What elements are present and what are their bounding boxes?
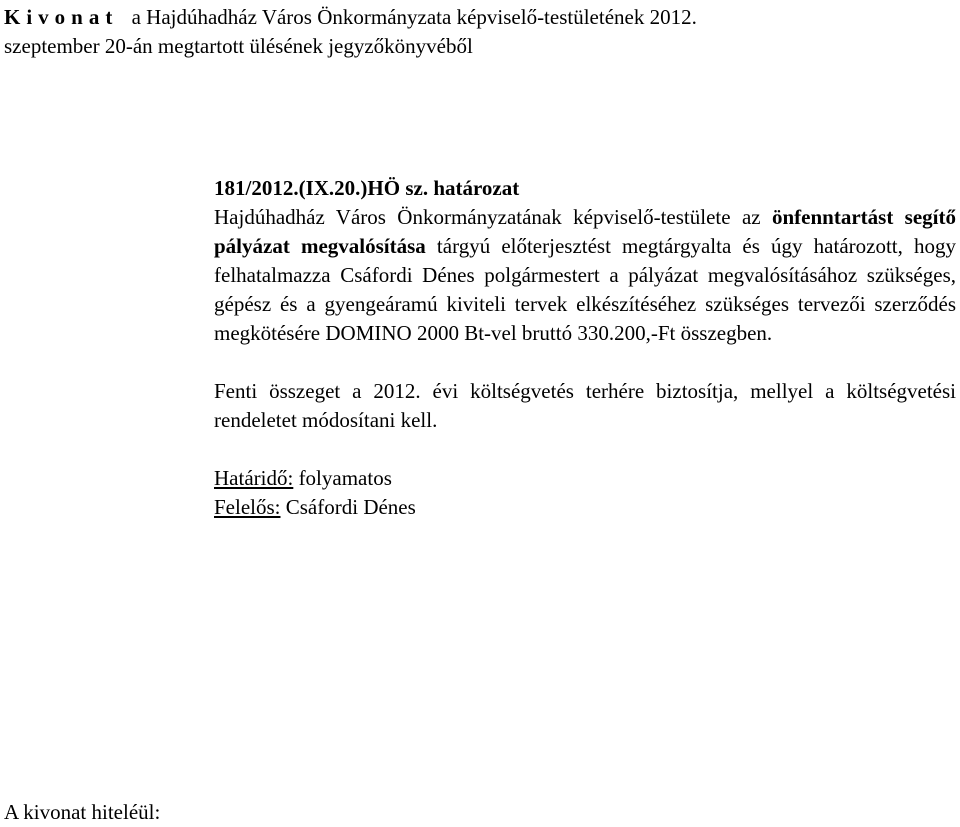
paragraph-1-subject: önfenntartást segítő pályázat megvalósítása	[214, 205, 957, 258]
deadline-value: folyamatos	[298, 466, 392, 490]
header-line-1	[4, 3, 954, 32]
resolution-meta	[214, 464, 956, 522]
resolution-paragraph-1	[214, 203, 956, 348]
responsible-label: Felelős:	[214, 495, 281, 519]
resolution-block	[214, 174, 956, 522]
header-line-2: szeptember 20-án megtartott ülésének jegyzőkönyvéből	[4, 34, 473, 58]
certification-line: A kivonat hiteléül:	[4, 800, 161, 824]
responsible-value: Csáfordi Dénes	[285, 495, 416, 519]
deadline-line	[214, 464, 956, 493]
header-text-1: a Hajdúhadház Város Önkormányzata képviselő-testületének 2012.	[131, 5, 697, 29]
paragraph-1-body: tárgyú előterjesztést megtárgyalta és úgy határozott, hogy felhatalmazza Csáfordi Dénes polgármestert a pályázat megvalósításához szükséges, gépész és a gyengeáramú kiviteli tervek elkészítéséhez szükséges tervezői szerződés megkötésére DOMINO 2000 Bt-vel bruttó 330.200,-Ft összegben.	[214, 234, 957, 345]
responsible-line	[214, 493, 956, 522]
document-header	[4, 3, 954, 61]
paragraph-1-intro: Hajdúhadház Város Önkormányzatának képviselő-testülete az	[214, 205, 761, 229]
resolution-title: 181/2012.(IX.20.)HÖ sz. határozat	[214, 176, 520, 200]
kivonat-heading: Kivonat	[4, 5, 119, 29]
resolution-paragraph-2: Fenti összeget a 2012. évi költségvetés terhére biztosítja, mellyel a költségvetési rendeletet módosítani kell.	[214, 379, 956, 432]
deadline-label: Határidő:	[214, 466, 294, 490]
